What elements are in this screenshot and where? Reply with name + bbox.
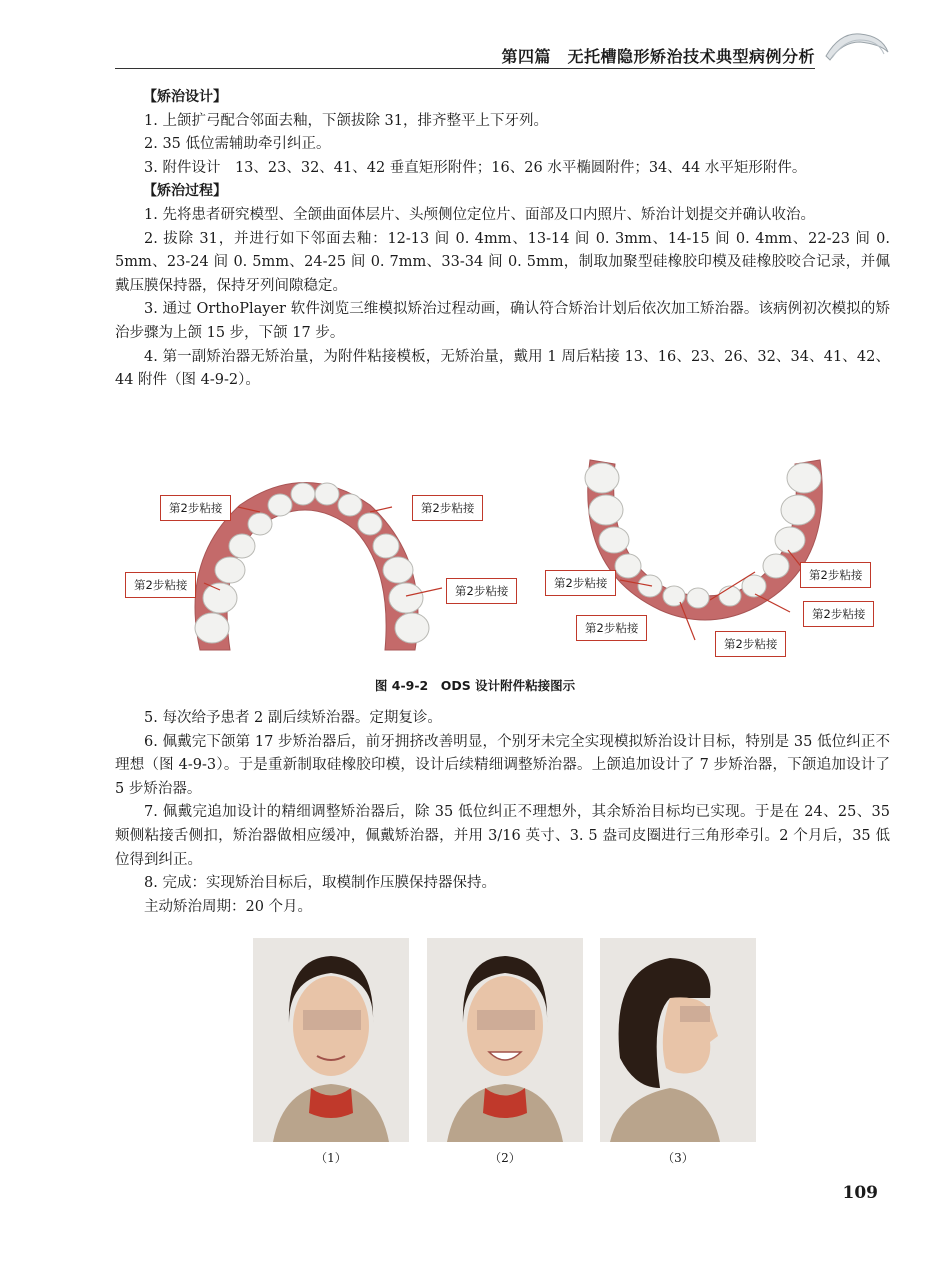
attachment-label: 第2步粘接 bbox=[125, 572, 196, 598]
paragraph: 8. 完成：实现矫治目标后，取模制作压膜保持器保持。 bbox=[144, 875, 496, 892]
aligner-icon bbox=[820, 26, 892, 70]
figure-caption: 图 4-9-2 ODS 设计附件粘接图示 bbox=[374, 678, 576, 693]
paragraph: 主动矫治周期：20 个月。 bbox=[144, 898, 313, 915]
page-number: 109 bbox=[842, 1183, 878, 1203]
paragraph: 3. 通过 OrthoPlayer 软件浏览三维模拟矫治过程动画，确认符合矫治计划后依次加工矫治器。该病例初次模拟的矫治步骤为上颌 15 步，下颌 17 步。 bbox=[115, 301, 890, 341]
photo-label: （3） bbox=[662, 1151, 694, 1165]
photo-label: （1） bbox=[315, 1151, 347, 1165]
attachment-label: 第2步粘接 bbox=[446, 578, 517, 604]
profile-photo bbox=[600, 938, 756, 1142]
paragraph: 1. 上颌扩弓配合邻面去釉，下颌拔除 31，排齐整平上下牙列。 bbox=[144, 112, 549, 129]
header-title: 第四篇 无托槽隐形矫治技术典型病例分析 bbox=[501, 47, 815, 66]
attachment-label: 第2步粘接 bbox=[576, 615, 647, 641]
running-header bbox=[115, 40, 815, 69]
figure-attachment-diagram bbox=[120, 450, 890, 670]
paragraph: 7. 佩戴完追加设计的精细调整矫治器后，除 35 低位纠正不理想外，其余矫治目标均已实现。于是在 24、25、35 颊侧粘接舌侧扣，矫治器做相应缓冲，佩戴矫治器，并用 3/16 英寸、3. 5 盎司皮圈进行三角形牵引。2 个月后，35 低位得到纠正。 bbox=[115, 804, 890, 868]
attachment-label: 第2步粘接 bbox=[412, 495, 483, 521]
attachment-label: 第2步粘接 bbox=[545, 570, 616, 596]
paragraph: 2. 拔除 31，并进行如下邻面去釉：12-13 间 0. 4mm、13-14 间 0. 3mm、14-15 间 0. 4mm、22-23 间 0. 5mm、23-24 间 0. 5mm、24-25 间 0. 7mm、33-34 间 0. 5mm，制取加聚型硅橡胶印模及硅橡胶咬合记录，并佩戴压膜保持器，保持牙列间隙稳定。 bbox=[115, 230, 890, 294]
attachment-label: 第2步粘接 bbox=[800, 562, 871, 588]
smile-photo bbox=[427, 938, 583, 1142]
text-block-design bbox=[115, 86, 890, 393]
attachment-label: 第2步粘接 bbox=[715, 631, 786, 657]
paragraph: 1. 先将患者研究模型、全颌曲面体层片、头颅侧位定位片、面部及口内照片、矫治计划提交并确认收治。 bbox=[144, 206, 815, 223]
paragraph: 5. 每次给予患者 2 副后续矫治器。定期复诊。 bbox=[144, 710, 442, 726]
lower-arch bbox=[585, 460, 822, 620]
attachment-label: 第2步粘接 bbox=[803, 601, 874, 627]
paragraph: 2. 35 低位需辅助牵引纠正。 bbox=[144, 136, 331, 153]
photo-label: （2） bbox=[489, 1151, 521, 1165]
section-heading-design: 【矫治设计】 bbox=[143, 89, 227, 105]
attachment-label: 第2步粘接 bbox=[160, 495, 231, 521]
section-heading-process: 【矫治过程】 bbox=[143, 183, 227, 200]
paragraph: 6. 佩戴完下颌第 17 步矫治器后，前牙拥挤改善明显，个别牙未完全实现模拟矫治设计目标，特别是 35 低位纠正不理想（图 4-9-3）。于是重新制取硅橡胶印模，设计后续精细调整矫治器。上颌追加设计了 7 步矫治器，下颌追加设计了 5 步矫治器。 bbox=[115, 733, 890, 797]
frontal-photo bbox=[253, 938, 409, 1142]
paragraph: 4. 第一副矫治器无矫治量，为附件粘接模板，无矫治量，戴用 1 周后粘接 13、16、23、26、32、34、41、42、44 附件（图 4-9-2）。 bbox=[115, 348, 890, 389]
leader-lines bbox=[204, 507, 807, 640]
paragraph: 3. 附件设计 13、23、32、41、42 垂直矩形附件；16、26 水平椭圆附件；34、44 水平矩形附件。 bbox=[144, 159, 807, 176]
text-block-after bbox=[115, 707, 890, 919]
